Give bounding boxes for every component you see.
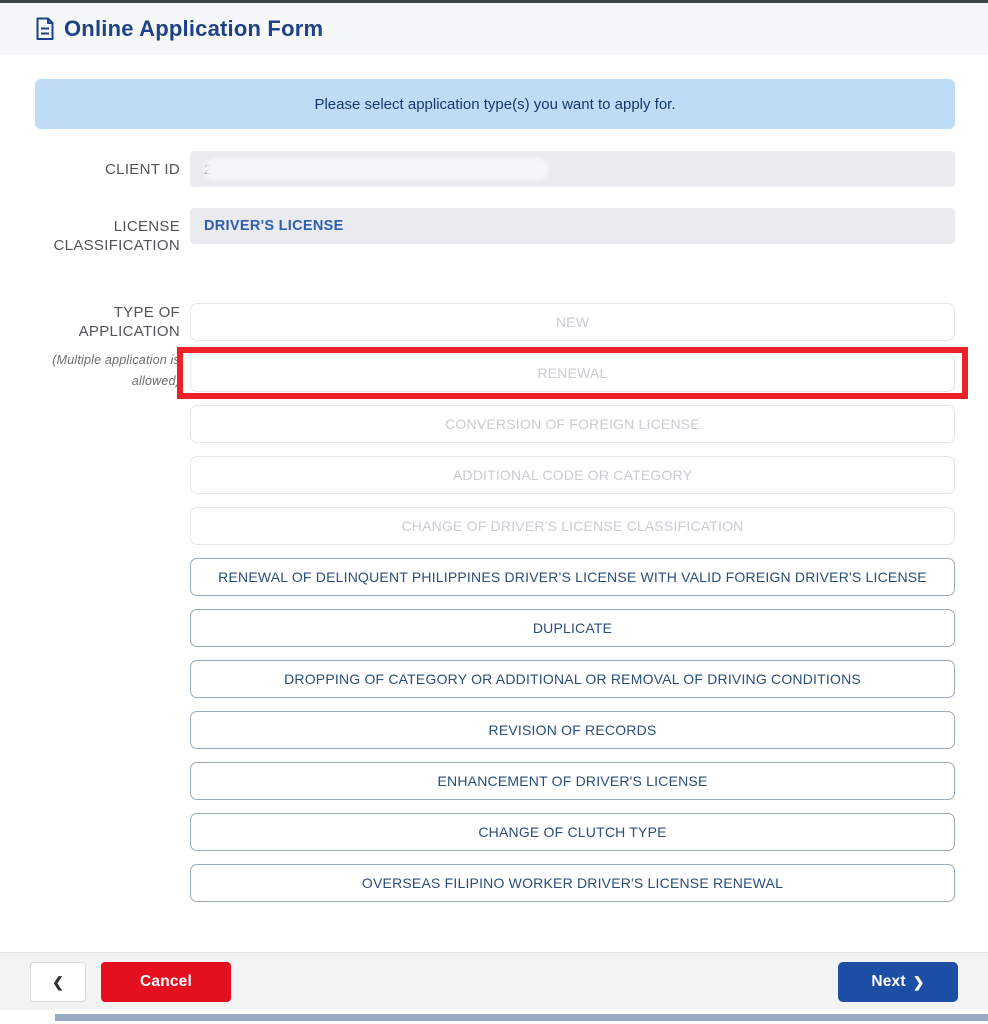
application-type-option-label: OVERSEAS FILIPINO WORKER DRIVER'S LICENSE RENEWAL [361,875,784,891]
page-header [0,3,988,55]
application-type-option[interactable] [190,405,955,443]
client-id-label: CLIENT ID [105,161,180,178]
type-of-application-label-block [35,303,180,392]
client-id-row [35,151,955,187]
application-type-option[interactable] [190,507,955,545]
info-banner-text: Please select application type(s) you want to apply for. [314,95,676,113]
application-type-option-label: DUPLICATE [532,620,613,636]
multiple-application-note: (Multiple application is allowed) [52,353,180,388]
application-type-option[interactable] [190,303,955,341]
application-type-option-label: REVISION OF RECORDS [488,722,657,738]
chevron-left-icon: ❮ [52,973,64,990]
page-title: Online Application Form [64,16,324,41]
back-button[interactable] [30,962,86,1002]
application-type-option-label: ENHANCEMENT OF DRIVER'S LICENSE [437,773,708,789]
info-banner [35,79,955,129]
form-content [0,55,988,952]
application-type-option[interactable] [190,813,955,851]
redaction-blur [204,158,549,180]
client-id-field [190,151,955,187]
type-of-application-label: TYPE OF APPLICATION [78,304,180,340]
application-type-option-label: CHANGE OF DRIVER'S LICENSE CLASSIFICATION [401,518,744,534]
application-type-option[interactable] [190,354,955,392]
license-classification-field [190,208,955,244]
chevron-right-icon: ❯ [912,973,925,990]
cancel-button[interactable]: Cancel [101,962,231,1002]
document-icon [35,17,55,41]
application-type-option[interactable] [190,711,955,749]
bottom-strip [0,1010,988,1024]
footer-bar [0,952,988,1010]
application-type-option-label: RENEWAL OF DELINQUENT PHILIPPINES DRIVER'S LICENSE WITH VALID FOREIGN DRIVER'S LICENSE [218,569,927,585]
application-type-option[interactable] [190,558,955,596]
application-type-option[interactable] [190,762,955,800]
application-type-option-label: CONVERSION OF FOREIGN LICENSE [445,416,700,432]
application-type-option-label: NEW [555,314,590,330]
application-type-option-label: DROPPING OF CATEGORY OR ADDITIONAL OR REMOVAL OF DRIVING CONDITIONS [284,671,861,687]
application-type-option[interactable] [190,660,955,698]
license-classification-label: LICENSE CLASSIFICATION [53,218,180,254]
application-type-option-label: RENEWAL [537,365,608,381]
application-type-option-label: ADDITIONAL CODE OR CATEGORY [452,467,693,483]
next-button[interactable] [838,962,958,1002]
application-type-option-label: CHANGE OF CLUTCH TYPE [478,824,667,840]
application-type-option[interactable] [190,609,955,647]
next-button-label: Next [871,972,906,990]
application-type-list [190,303,955,902]
type-of-application-row [35,303,955,902]
license-classification-value: DRIVER'S LICENSE [204,218,344,234]
license-classification-row [35,208,955,255]
application-type-option[interactable] [190,864,955,902]
application-type-option[interactable] [190,456,955,494]
bottom-edge-bar [55,1014,988,1021]
